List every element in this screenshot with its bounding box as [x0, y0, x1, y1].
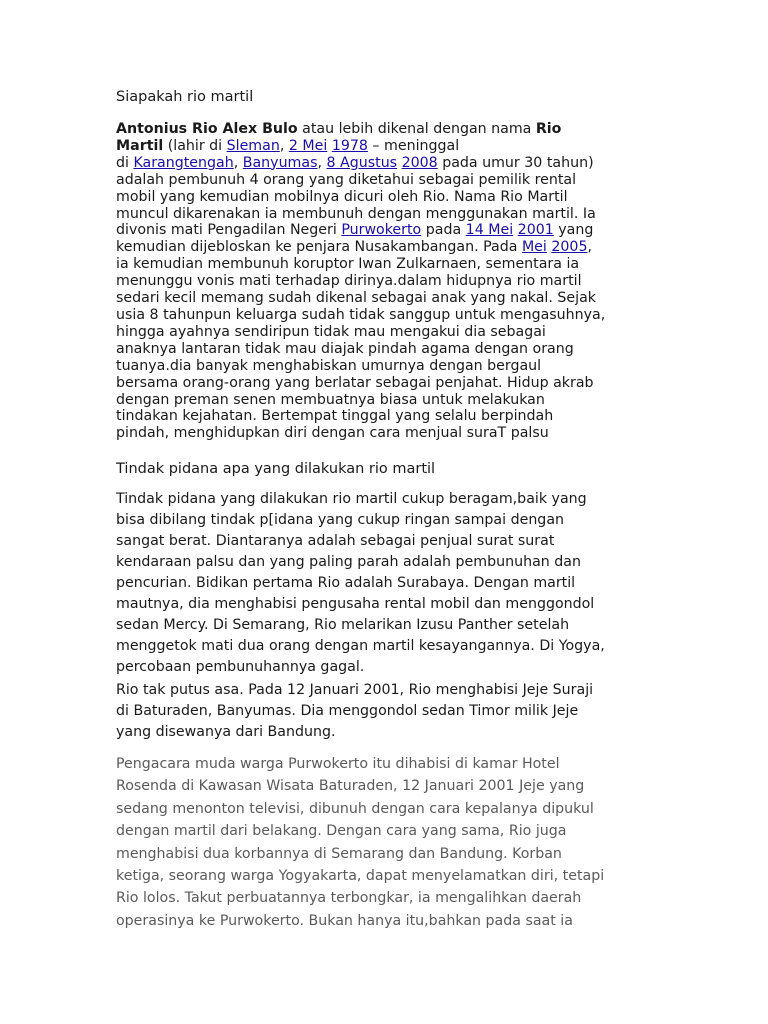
text-line: pindah, menghidupkan diri dengan cara menjual suraT palsu — [116, 425, 549, 442]
text-line: operasinya ke Purwokerto. Bukan hanya itu,bahkan pada saat ia — [116, 912, 573, 929]
text-line: adalah pembunuh 4 orang yang diketahui sebagai pemilik rental — [116, 171, 577, 188]
link-14-mei[interactable]: 14 Mei — [465, 222, 514, 239]
text-line: bisa dibilang tindak p[idana yang cukup ringan sampai dengan — [116, 512, 565, 528]
text-line: hingga ayahnya sendiripun tidak mau mengakui dia sebagai — [116, 323, 546, 340]
document-title: Siapakah rio martil — [116, 89, 254, 105]
text-line: tindakan kejahatan. Bertempat tinggal yang selalu berpindah — [116, 408, 554, 425]
link-purwokerto[interactable]: Purwokerto — [341, 222, 422, 239]
text-line: divonis mati Pengadilan Negeri Purwokerto pada 14 Mei 2001 yang — [116, 222, 594, 239]
lawyer-paragraph — [116, 753, 656, 932]
text-line: mautnya, dia menghabisi pengusaha rental mobil dan menggondol — [116, 596, 595, 612]
baturaden-paragraph — [116, 680, 656, 743]
text-line: pencurian. Bidikan pertama Rio adalah Surabaya. Dengan martil — [116, 575, 576, 591]
text-line: bersama orang-orang yang berlatar sebagai penjahat. Hidup akrab — [116, 374, 594, 391]
text-line: tuanya.dia banyak menghabiskan umurnya dengan bergaul — [116, 357, 542, 374]
text-line: kendaraan palsu dan yang paling parah adalah pembunuhan dan — [116, 554, 581, 570]
link-2008[interactable]: 2008 — [401, 154, 438, 171]
text-line: kemudian dijebloskan ke penjara Nusakambangan. Pada Mei 2005, — [116, 239, 592, 256]
text-line: Rosenda di Kawasan Wisata Baturaden, 12 Januari 2001 Jeje yang — [116, 778, 585, 795]
text-line: Martil (lahir di Sleman, 2 Mei 1978 – meninggal — [116, 137, 460, 154]
link-sleman[interactable]: Sleman — [226, 137, 280, 154]
text-line: ketiga, seorang warga Yogyakarta, dapat menyelamatkan diri, tetapi — [116, 868, 605, 885]
link-2001[interactable]: 2001 — [517, 222, 554, 239]
text-line: dengan preman senen membuatnya biasa untuk melakukan — [116, 391, 545, 408]
text-line: di Baturaden, Banyumas. Dia menggondol sedan Timor milik Jeje — [116, 703, 579, 719]
subject-name: Antonius Rio Alex Bulo — [116, 121, 298, 137]
text-line: sedan Mercy. Di Semarang, Rio melarikan Izusu Panther setelah — [116, 617, 570, 633]
text-line: menggetok mati dua orang dengan martil kesayangannya. Di Yogya, — [116, 638, 605, 654]
text-line: menunggu vonis mati terhadap dirinya.dalam hidupnya rio martil — [116, 273, 582, 290]
text-line: Antonius Rio Alex Bulo atau lebih dikenal dengan nama Rio — [116, 121, 562, 137]
text-line: ia kemudian membunuh koruptor Iwan Zulkarnaen, sementara ia — [116, 256, 580, 273]
subject-nickname-cont: Martil — [116, 137, 164, 154]
biography-paragraph — [116, 121, 656, 442]
text-line: Pengacara muda warga Purwokerto itu dihabisi di kamar Hotel — [116, 756, 560, 772]
text-line: yang disewanya dari Bandung. — [116, 724, 336, 740]
text-line: sedari kecil memang sudah dikenal sebagai anak yang nakal. Sejak — [116, 290, 596, 307]
link-karangtengah[interactable]: Karangtengah — [133, 154, 234, 171]
link-banyumas[interactable]: Banyumas — [242, 154, 318, 171]
link-mei[interactable]: Mei — [521, 239, 547, 256]
text-line: dengan martil dari belakang. Dengan cara yang sama, Rio juga — [116, 823, 567, 840]
text-line: Rio lolos. Takut perbuatannya terbongkar, ia mengalihkan daerah — [116, 890, 582, 907]
link-2005[interactable]: 2005 — [551, 239, 588, 256]
text-line: percobaan pembunuhannya gagal. — [116, 659, 365, 675]
text-line: menghabisi dua korbannya di Semarang dan Bandung. Korban — [116, 845, 562, 862]
text-line: Tindak pidana yang dilakukan rio martil cukup beragam,baik yang — [116, 491, 587, 507]
text-line: anaknya lantaran tidak mau diajak pindah agama dengan orang — [116, 340, 574, 357]
text-line: muncul dikarenakan ia membunuh dengan menggunakan martil. Ia — [116, 205, 596, 222]
link-8-agustus[interactable]: 8 Agustus — [326, 154, 398, 171]
crimes-paragraph — [116, 489, 656, 678]
link-1978[interactable]: 1978 — [331, 137, 368, 154]
text-line: di Karangtengah, Banyumas, 8 Agustus 2008 pada umur 30 tahun) — [116, 154, 594, 171]
text-line: mobil yang kemudian mobilnya dicuri oleh Rio. Nama Rio Martil — [116, 188, 568, 205]
link-2-mei[interactable]: 2 Mei — [288, 137, 328, 154]
text-line: sedang menonton televisi, dibunuh dengan cara kepalanya dipukul — [116, 800, 594, 817]
subject-nickname: Rio — [535, 121, 562, 137]
section-heading: Tindak pidana apa yang dilakukan rio martil — [116, 461, 436, 477]
text-line: usia 8 tahunpun keluarga sudah tidak sanggup untuk mengasuhnya, — [116, 306, 606, 323]
text-line: sangat berat. Diantaranya adalah sebagai penjual surat surat — [116, 533, 555, 549]
text-line: Rio tak putus asa. Pada 12 Januari 2001, Rio menghabisi Jeje Suraji — [116, 682, 594, 698]
